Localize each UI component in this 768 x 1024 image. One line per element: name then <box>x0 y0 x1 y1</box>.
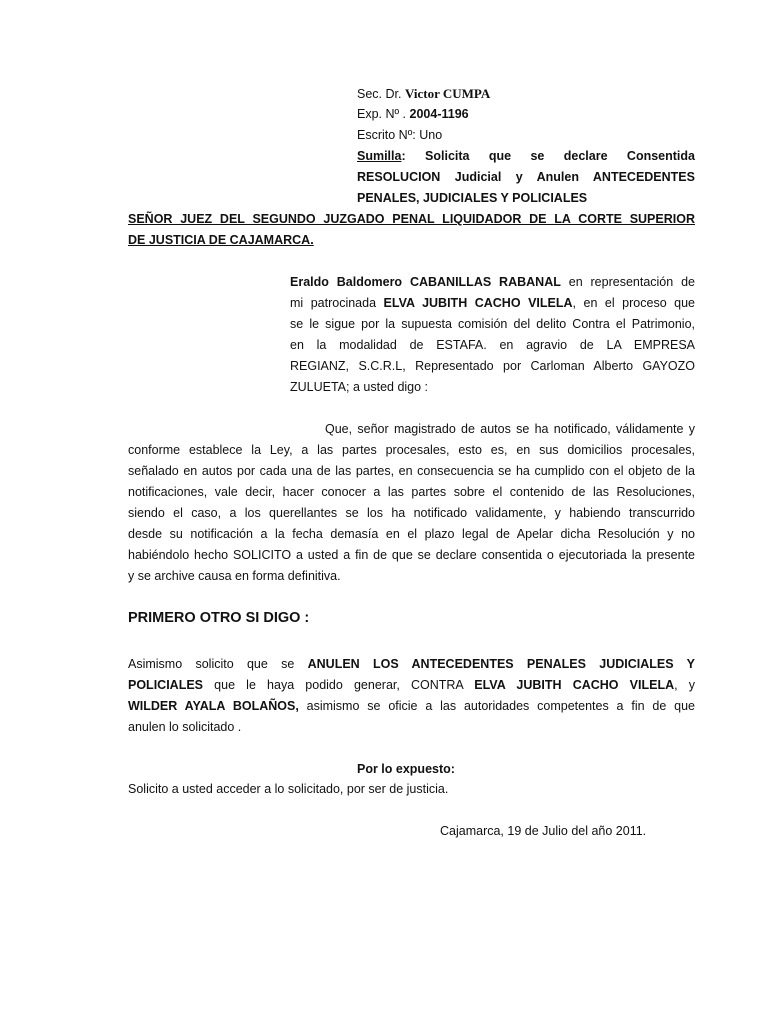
otrosi-client-name: ELVA JUBITH CACHO VILELA <box>474 678 675 692</box>
intro-line-2-pre: mi patrocinada <box>290 296 384 310</box>
intro-line-2-rest: , en el proceso que <box>572 296 696 310</box>
otrosi-heading: PRIMERO OTRO SI DIGO : <box>128 610 310 626</box>
otrosi-line-2-mid: que le haya podido generar, CONTRA <box>203 678 475 692</box>
addressee <box>128 209 695 251</box>
otrosi-second-name: WILDER AYALA BOLAÑOS, <box>128 699 299 713</box>
closing-request: Solicito a usted acceder a lo solicitado, por ser de justicia. <box>128 782 449 796</box>
otrosi-line-1 <box>128 654 695 675</box>
secretary-prefix: Sec. Dr. <box>357 87 402 101</box>
sumilla-block <box>357 146 695 209</box>
otrosi-line-4: anulen lo solicitado . <box>128 720 242 734</box>
place-date: Cajamarca, 19 de Julio del año 2011. <box>440 824 647 838</box>
secretary-line <box>357 83 695 105</box>
expediente-line <box>357 104 695 125</box>
sumilla-line-1 <box>357 146 695 167</box>
intro-line-3: se le sigue por la supuesta comisión del delito Contra el Patrimonio, <box>290 317 695 331</box>
intro-line-6: ZULUETA; a usted digo : <box>290 380 429 394</box>
main-line-2: conforme establece la Ley, a las partes procesales, esto es, en sus domicilios procesales, <box>128 443 695 457</box>
otrosi-line-3 <box>128 696 695 717</box>
intro-line-1-rest: en representación de <box>560 275 695 289</box>
lawyer-name: Eraldo Baldomero CABANILLAS RABANAL <box>290 275 561 289</box>
intro-paragraph <box>290 272 695 398</box>
intro-line-2 <box>290 293 695 314</box>
por-lo-expuesto: Por lo expuesto: <box>357 762 455 776</box>
main-line-6: desde su notificación a la fecha demasía en el plazo legal de Apelar dicha Resolución y no <box>128 527 695 541</box>
expediente-number: 2004-1196 <box>409 107 469 121</box>
otrosi-paragraph <box>128 654 695 738</box>
secretary-name: Victor CUMPA <box>404 86 491 101</box>
main-line-1: Que, señor magistrado de autos se ha notificado, válidamente y <box>325 422 695 436</box>
expediente-prefix: Exp. Nº . <box>357 107 407 121</box>
client-name: ELVA JUBITH CACHO VILELA <box>383 296 573 310</box>
sumilla-label: Sumilla <box>357 149 402 163</box>
main-line-8: y se archive causa en forma definitiva. <box>128 569 341 583</box>
sumilla-line-2: RESOLUCION Judicial y Anulen ANTECEDENTES <box>357 170 695 184</box>
escrito-line: Escrito Nº: Uno <box>357 128 443 142</box>
intro-line-4: en la modalidad de ESTAFA. en agravio de LA EMPRESA <box>290 338 695 352</box>
intro-line-1 <box>290 272 695 293</box>
main-line-7: habiéndolo hecho SOLICITO a usted a fin de que se declare consentida o ejecutoriada la presente <box>128 548 695 562</box>
otrosi-line-2-bold: POLICIALES <box>128 678 204 692</box>
sumilla-colon: : <box>401 149 406 163</box>
otrosi-line-2 <box>128 675 695 696</box>
intro-line-5: REGIANZ, S.C.R.L, Representado por Carloman Alberto GAYOZO <box>290 359 695 373</box>
main-line-3: señalado en autos por cada una de las partes, en consecuencia se ha cumplido con el objeto de la <box>128 464 695 478</box>
sumilla-line-3: PENALES, JUDICIALES Y POLICIALES <box>357 191 588 205</box>
main-paragraph <box>128 419 695 587</box>
main-line-4: notificaciones, vale decir, hacer conocer a las partes sobre el contenido de las Resoluciones, <box>128 485 695 499</box>
addressee-line-1: SEÑOR JUEZ DEL SEGUNDO JUZGADO PENAL LIQUIDADOR DE LA CORTE SUPERIOR <box>128 212 695 226</box>
otrosi-line-1-bold: ANULEN LOS ANTECEDENTES PENALES JUDICIALES Y <box>307 657 695 671</box>
otrosi-line-3-rest: asimismo se oficie a las autoridades competentes a fin de que <box>298 699 695 713</box>
otrosi-line-1-pre: Asimismo solicito que se <box>128 657 308 671</box>
otrosi-line-2-end: , y <box>674 678 695 692</box>
main-line-5: siendo el caso, a los querellantes se los ha notificado validamente, y habiendo transcurrido <box>128 506 695 520</box>
addressee-line-2: DE JUSTICIA DE CAJAMARCA. <box>128 233 314 247</box>
sumilla-text-1: Solicita que se declare Consentida <box>425 149 695 163</box>
